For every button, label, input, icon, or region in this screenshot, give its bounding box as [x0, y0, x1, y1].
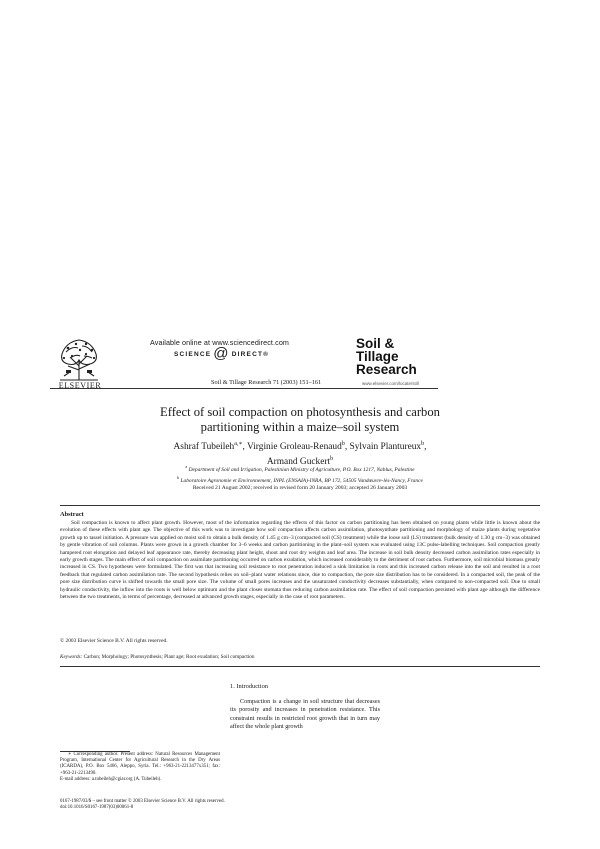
copyright-notice: © 2003 Elsevier Science B.V. All rights reserved. [60, 638, 168, 644]
keywords-list: Carbon; Morphology; Photosynthesis; Plant age; Root exudation; Soil compaction [83, 654, 255, 660]
author-affil-marker[interactable]: b [421, 441, 425, 447]
introduction-text: Compaction is a change in soil structure that decreases its porosity and increases in penetration resistance. This constraint results in restricted root growth that in turn may affect the whole plant growth [230, 698, 380, 731]
author-name: Armand Guckert [266, 457, 331, 468]
author-name: Virginie Groleau-Renaud [247, 442, 342, 453]
elsevier-tree-logo [56, 336, 102, 382]
journal-logo-line3: Research [356, 362, 417, 377]
abstract-top-divider [60, 505, 540, 506]
keywords [60, 654, 540, 660]
sciencedirect-right: DIRECT® [231, 350, 270, 358]
section-heading-introduction: 1. Introduction [230, 683, 268, 690]
journal-citation: Soil & Tillage Research 71 (2003) 151–161 [211, 379, 322, 386]
sciencedirect-logo[interactable] [174, 345, 270, 362]
abstract-heading: Abstract [60, 511, 84, 518]
author-affil-marker[interactable]: b [341, 441, 345, 447]
keywords-divider [60, 666, 540, 667]
keywords-label: Keywords: [60, 654, 83, 660]
email-address[interactable]: E-mail address: a.tubeileh@cgiar.org (A. Tubeileh). [60, 776, 162, 782]
available-online-notice[interactable]: Available online at www.sciencedirect.com [150, 338, 289, 347]
doi-line[interactable]: doi:10.1016/S0167-1987(03)00061-8 [60, 805, 134, 811]
abstract-text: Soil compaction is known to affect plant growth. However, most of the information regarding the effects of this factor on carbon partitioning has been obtained on young plants while little is known about the evolution of these effects with plant age. The objective of this work was to investigate how soil compaction affects carbon assimilation, photosynthate partitioning and morphology of maize plants during vegetative growth up to tassel initiation. A pressure was applied on moist soil to obtain a bulk density of 1.45 g cm−3 (compacted soil (CS) treatment) while the loose soil (LS) treatment (bulk density of 1.30 g cm−3) was obtained by gentle vibration of soil columns. Plants were grown in a growth chamber for 3–6 weeks and carbon partitioning in the plant–soil system was evaluated using 13C pulse-labelling techniques. Soil compaction greatly hampered root elongation and delayed leaf appearance rate, thereby decreasing plant height, shoot and root dry weights and leaf area. The increase in soil bulk density decreased carbon assimilation rates especially in early growth stages. The main effect of soil compaction on assimilate partitioning occurred on carbon exudation, which increased considerably to the detriment of root carbon. Furthermore, soil microbial biomass greatly increased in CS. Two hypotheses were formulated. The first was that increasing soil resistance to root penetration induced a sink limitation in roots and this increased carbon release into the soil and resulted in a root feedback that regulated carbon assimilation rate. The second hypothesis relies on soil–plant water relations since, due to compaction, the pore size distribution has to be considered. In a compacted soil, the peak of the pore size distribution curve is shifted towards the small pore size. The volume of small pores increases and the unsaturated conductivity decreases substantially, when compared to non-compacted soil. Due to small hydraulic conductivity, the inflow into the roots is well below optimum and the plant closes stomata thus reducing carbon assimilation rate. The effect of soil compaction persisted with plant age although the difference between the two treatments, in terms of percentage, decreased at advanced growth stages, especially in the case of root parameters. [60, 520, 540, 601]
issn-line: 0167-1987/03/$ – see front matter © 2003 Elsevier Science B.V. All rights reserved. [60, 799, 225, 804]
received-dates: Received 21 August 2002; received in revised form 20 January 2003; accepted 26 January 2003 [192, 485, 408, 491]
footnotes [60, 752, 220, 783]
title-line-1: Effect of soil compaction on photosynthesis and carbon [160, 405, 440, 419]
title-line-2: partitioning within a maize–soil system [200, 420, 400, 434]
journal-logo-line2: Tillage [356, 349, 399, 364]
sciencedirect-at-symbol: @ [213, 345, 230, 362]
author-affil-marker[interactable]: b [330, 456, 334, 463]
publisher-name: ELSEVIER [58, 381, 102, 390]
journal-logo [356, 337, 434, 376]
journal-logo-line1: Soil & [356, 336, 395, 351]
author-name: Sylvain Plantureux [349, 442, 422, 453]
affil-marker: b [177, 474, 180, 480]
affiliation-b: Laboratoire Agronomie et Environnement, INPL (ENSAIA)-INRA, BP 172, 54505 Vandœuvre-lès-Nancy, France [180, 477, 423, 484]
affiliation-a: Department of Soil and Irrigation, Palestinian Ministry of Agriculture, P.O. Box 1217, Nablus, Palestine [188, 466, 415, 473]
article-title [90, 405, 510, 435]
corresponding-author-note: ∗ Corresponding author. Present address: Natural Resources Management Program, International Center for Agricultural Research in the Dry Areas (ICARDA), P.O. Box 5466, Aleppo, Syria. Tel.: +963-21-2213477x351; fax: +963-21-2213490. [60, 752, 220, 776]
abstract-body [60, 520, 540, 601]
header-divider [50, 388, 438, 389]
author-affil-marker[interactable]: a,∗ [234, 441, 243, 447]
journal-url[interactable]: www.elsevier.com/locate/still [362, 381, 419, 386]
issn-block [60, 799, 320, 812]
author-name: Ashraf Tubeileh [173, 442, 235, 453]
affil-marker: a [185, 464, 188, 469]
sciencedirect-left: SCIENCE [174, 350, 212, 358]
affiliations [90, 463, 510, 485]
introduction-body [230, 698, 380, 732]
author-list: Ashraf Tubeileh$^{a,∗}$, Virginie Groleau-Renaud$^b$, Sylvain Plantureux$^b$, Armand Guckert$^b$ [173, 441, 427, 468]
